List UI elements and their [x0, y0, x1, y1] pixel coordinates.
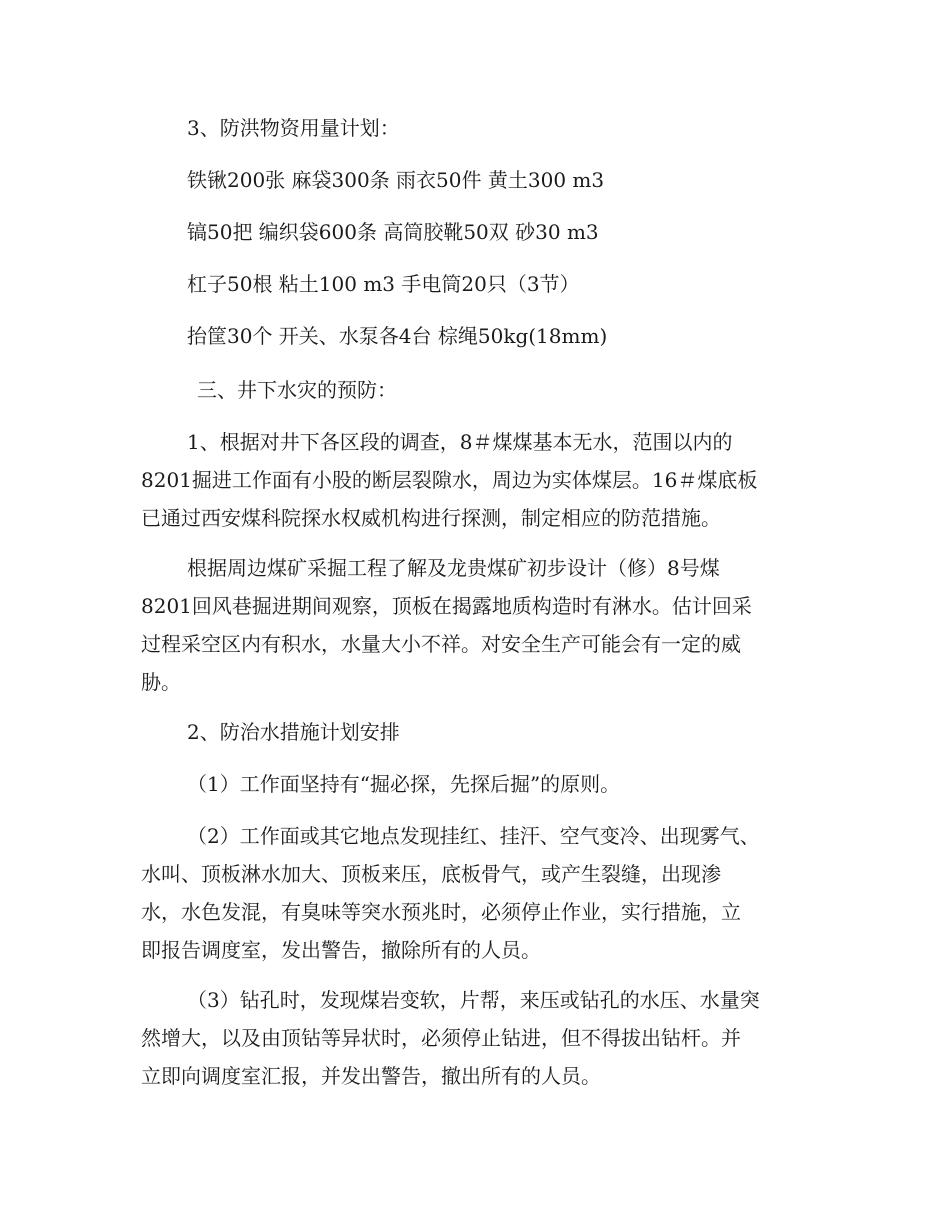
section-heading: 三、井下水灾的预防： [197, 378, 397, 402]
measure-2-line-4: 即报告调度室，发出警告，撤除所有的人员。 [141, 938, 541, 962]
paragraph-2-line-2: 8201回风巷掘进期间观察，顶板在揭露地质构造时有淋水。估计回采 [141, 594, 752, 618]
materials-heading: 3、防洪物资用量计划： [187, 116, 400, 140]
paragraph-2-line-3: 过程采空区内有积水，水量大小不祥。对安全生产可能会有一定的威 [141, 632, 741, 656]
paragraph-1-line-1: 1、根据对井下各区段的调查，8＃煤煤基本无水，范围以内的 [187, 430, 733, 454]
measure-3-line-3: 立即向调度室汇报，并发出警告，撤出所有的人员。 [141, 1064, 601, 1088]
materials-line-2: 镐50把 编织袋600条 高筒胶靴50双 砂30 m3 [187, 220, 599, 244]
materials-line-1: 铁锹200张 麻袋300条 雨衣50件 黄土300 m3 [187, 168, 605, 192]
measure-2-line-3: 水，水色发混，有臭味等突水预兆时，必须停止作业，实行措施，立 [141, 900, 741, 924]
paragraph-2-line-1: 根据周边煤矿采掘工程了解及龙贵煤矿初步设计（修）8号煤 [187, 556, 720, 580]
measures-heading: 2、防治水措施计划安排 [187, 720, 400, 744]
materials-line-4: 抬筐30个 开关、水泵各4台 棕绳50kg(18mm) [187, 324, 608, 348]
paragraph-2-line-4: 胁。 [141, 670, 181, 694]
measure-3-line-2: 然增大，以及由顶钻等异状时，必须停止钻进，但不得拔出钻杆。并 [141, 1026, 741, 1050]
measure-2-line-2: 水叫、顶板淋水加大、顶板来压，底板骨气，或产生裂缝，出现渗 [141, 862, 721, 886]
measure-3-line-1: （3）钻孔时，发现煤岩变软，片帮，来压或钻孔的水压、水量突 [187, 988, 760, 1012]
measure-2-line-1: （2）工作面或其它地点发现挂红、挂汗、空气变冷、出现雾气、 [187, 824, 760, 848]
paragraph-1-line-3: 已通过西安煤科院探水权威机构进行探测，制定相应的防范措施。 [141, 506, 721, 530]
materials-line-3: 杠子50根 粘土100 m3 手电筒20只（3节） [187, 272, 580, 296]
paragraph-1-line-2: 8201掘进工作面有小股的断层裂隙水，周边为实体煤层。16＃煤底板 [141, 468, 758, 492]
measure-1: （1）工作面坚持有“掘必探，先探后掘”的原则。 [187, 772, 621, 796]
